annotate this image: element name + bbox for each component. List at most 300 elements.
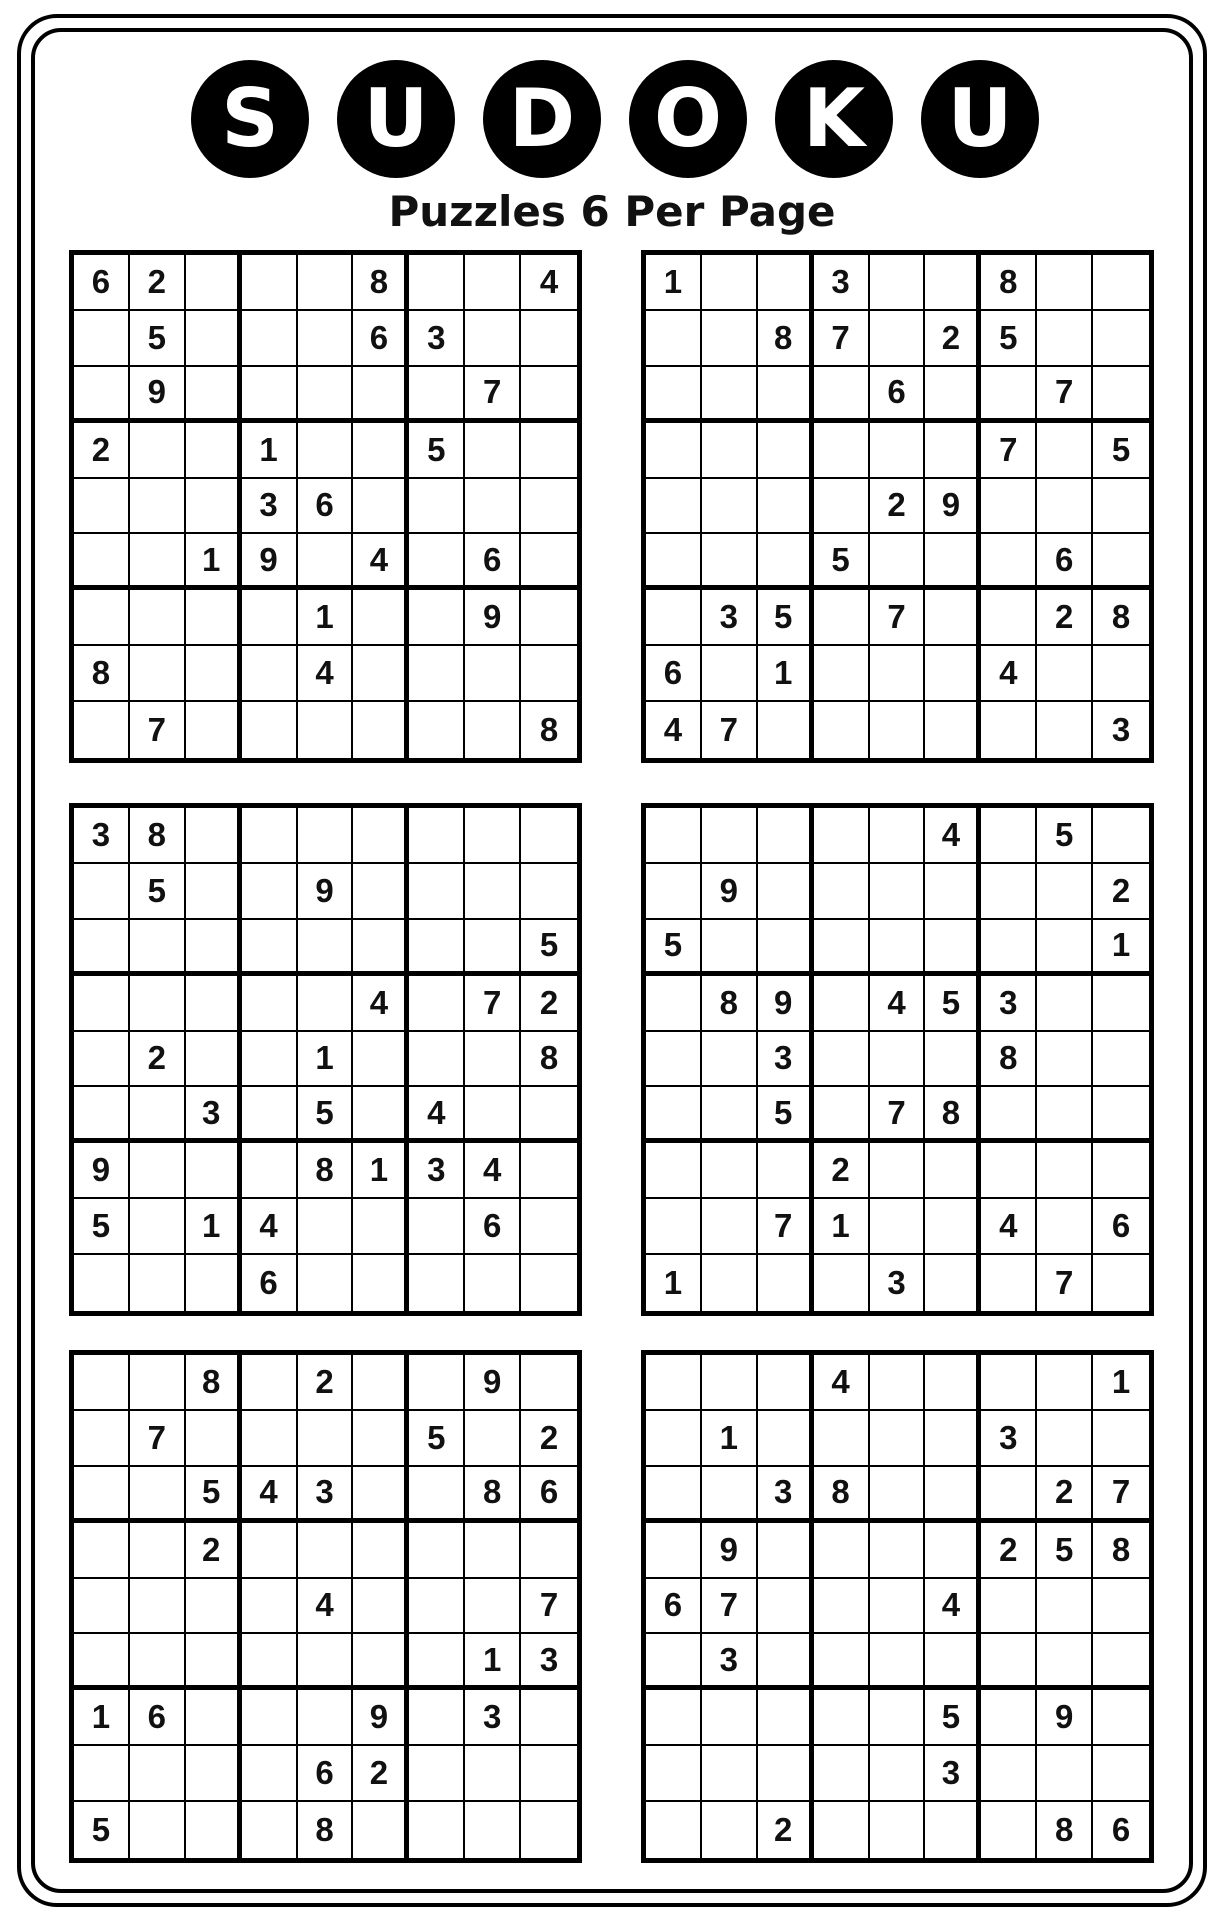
sudoku-cell	[1093, 479, 1149, 535]
sudoku-cell: 8	[981, 255, 1037, 311]
sudoku-cell	[521, 1087, 577, 1143]
sudoku-cell: 9	[465, 1355, 521, 1411]
sudoku-cell: 1	[702, 1411, 758, 1467]
sudoku-cell: 3	[702, 1634, 758, 1690]
sudoku-cell	[409, 1579, 465, 1635]
sudoku-cell: 7	[981, 423, 1037, 479]
sudoku-cell: 2	[814, 1143, 870, 1199]
sudoku-cell: 4	[981, 646, 1037, 702]
sudoku-cell	[981, 1087, 1037, 1143]
sudoku-cell	[186, 311, 242, 367]
sudoku-cell	[702, 534, 758, 590]
sudoku-cell: 1	[646, 255, 702, 311]
sudoku-cell	[186, 1032, 242, 1088]
sudoku-grid-6	[641, 1350, 1154, 1863]
sudoku-cell	[925, 590, 981, 646]
sudoku-cell: 9	[242, 534, 298, 590]
sudoku-cell	[298, 367, 354, 423]
sudoku-cell: 2	[130, 1032, 186, 1088]
sudoku-cell: 8	[186, 1355, 242, 1411]
sudoku-cell	[186, 423, 242, 479]
sudoku-cell: 5	[925, 1690, 981, 1746]
sudoku-cell	[646, 1802, 702, 1858]
sudoku-cell	[353, 864, 409, 920]
sudoku-cell	[242, 1032, 298, 1088]
sudoku-cell	[521, 1523, 577, 1579]
sudoku-cell: 8	[298, 1802, 354, 1858]
sudoku-cell	[409, 920, 465, 976]
sudoku-cell	[353, 920, 409, 976]
sudoku-cell	[814, 423, 870, 479]
sudoku-cell	[870, 1032, 926, 1088]
sudoku-cell	[758, 1523, 814, 1579]
sudoku-cell	[1037, 1143, 1093, 1199]
sudoku-cell: 5	[130, 311, 186, 367]
sudoku-cell	[409, 646, 465, 702]
sudoku-cell	[353, 1255, 409, 1311]
sudoku-cell: 7	[1037, 367, 1093, 423]
sudoku-cell	[646, 1467, 702, 1523]
sudoku-cell: 8	[74, 646, 130, 702]
sudoku-cell: 9	[758, 976, 814, 1032]
sudoku-cell	[242, 808, 298, 864]
sudoku-cell	[1093, 255, 1149, 311]
sudoku-cell	[242, 646, 298, 702]
sudoku-cell: 7	[870, 590, 926, 646]
sudoku-cell	[646, 1355, 702, 1411]
sudoku-cell	[1037, 1746, 1093, 1802]
sudoku-cell: 1	[1093, 920, 1149, 976]
sudoku-cell: 3	[298, 1467, 354, 1523]
sudoku-cell	[646, 1523, 702, 1579]
sudoku-cell	[1037, 423, 1093, 479]
sudoku-cell	[130, 976, 186, 1032]
sudoku-cell	[1093, 1143, 1149, 1199]
sudoku-cell: 4	[925, 808, 981, 864]
sudoku-cell	[1093, 367, 1149, 423]
sudoku-cell	[814, 590, 870, 646]
sudoku-cell: 3	[409, 311, 465, 367]
sudoku-cell	[298, 1199, 354, 1255]
sudoku-cell	[130, 1746, 186, 1802]
sudoku-cell	[1037, 479, 1093, 535]
sudoku-cell	[130, 1199, 186, 1255]
sudoku-cell	[758, 1143, 814, 1199]
sudoku-cell	[870, 646, 926, 702]
sudoku-cell	[298, 1255, 354, 1311]
sudoku-cell: 6	[1111, 1811, 1131, 1849]
sudoku-cell	[521, 1255, 577, 1311]
sudoku-cell	[521, 590, 577, 646]
sudoku-cell	[702, 1255, 758, 1311]
sudoku-cell	[353, 702, 409, 758]
page-subtitle: Puzzles 6 Per Page	[388, 187, 836, 236]
sudoku-cell	[870, 1523, 926, 1579]
sudoku-cell: 7	[465, 976, 521, 1032]
sudoku-cell	[186, 702, 242, 758]
sudoku-cell	[646, 1143, 702, 1199]
sudoku-cell	[298, 702, 354, 758]
sudoku-cell	[814, 976, 870, 1032]
sudoku-cell: 1	[242, 423, 298, 479]
sudoku-cell	[702, 1746, 758, 1802]
sudoku-cell: 4	[298, 1579, 354, 1635]
sudoku-cell	[925, 1199, 981, 1255]
sudoku-cell	[925, 1634, 981, 1690]
sudoku-cell	[814, 1802, 870, 1858]
sudoku-cell	[74, 1087, 130, 1143]
sudoku-cell: 7	[1093, 1467, 1149, 1523]
sudoku-cell	[981, 534, 1037, 590]
sudoku-cell	[870, 1411, 926, 1467]
sudoku-cell	[74, 702, 130, 758]
sudoku-cell	[409, 534, 465, 590]
sudoku-cell	[242, 590, 298, 646]
sudoku-cell: 6	[870, 367, 926, 423]
sudoku-cell	[409, 367, 465, 423]
sudoku-cell	[814, 1579, 870, 1635]
sudoku-cell: 3	[814, 255, 870, 311]
sudoku-cell	[465, 920, 521, 976]
sudoku-cell	[814, 702, 870, 758]
sudoku-cell	[521, 367, 577, 423]
sudoku-cell	[702, 1199, 758, 1255]
sudoku-cell	[981, 1634, 1037, 1690]
sudoku-cell	[521, 311, 577, 367]
sudoku-cell: 2	[758, 1802, 814, 1858]
sudoku-cell	[1037, 920, 1093, 976]
sudoku-cell	[465, 311, 521, 367]
sudoku-cell	[74, 1032, 130, 1088]
sudoku-cell: 6	[130, 1690, 186, 1746]
sudoku-cell	[74, 1255, 130, 1311]
sudoku-cell: 4	[870, 976, 926, 1032]
sudoku-cell: 4	[242, 1467, 298, 1523]
sudoku-cell: 1	[814, 1199, 870, 1255]
sudoku-cell	[702, 479, 758, 535]
sudoku-cell: 5	[130, 864, 186, 920]
sudoku-cell: 7	[465, 367, 521, 423]
sudoku-cell: 8	[465, 1467, 521, 1523]
sudoku-cell	[242, 255, 298, 311]
sudoku-cell: 8	[1093, 590, 1149, 646]
sudoku-cell: 3	[74, 808, 130, 864]
sudoku-cell	[353, 590, 409, 646]
title-letter: U	[337, 60, 455, 178]
sudoku-cell: 5	[186, 1467, 242, 1523]
sudoku-cell: 9	[1037, 1690, 1093, 1746]
sudoku-cell: 7	[702, 1579, 758, 1635]
sudoku-cell: 3	[409, 1143, 465, 1199]
sudoku-cell: 5	[925, 976, 981, 1032]
sudoku-cell	[758, 423, 814, 479]
title-letter: U	[921, 60, 1039, 178]
sudoku-cell	[74, 479, 130, 535]
sudoku-cell	[353, 1467, 409, 1523]
title-letter: K	[775, 60, 893, 178]
title-letter: O	[629, 60, 747, 178]
sudoku-cell	[465, 702, 521, 758]
sudoku-cell	[1037, 1411, 1093, 1467]
sudoku-cell	[130, 479, 186, 535]
sudoku-cell	[870, 920, 926, 976]
sudoku-cell	[298, 423, 354, 479]
sudoku-cell	[814, 1087, 870, 1143]
sudoku-cell: 8	[353, 255, 409, 311]
sudoku-cell	[242, 702, 298, 758]
sudoku-cell	[870, 808, 926, 864]
sudoku-cell	[521, 1802, 577, 1858]
sudoku-cell: 7	[1037, 1255, 1093, 1311]
sudoku-cell	[521, 1355, 577, 1411]
sudoku-cell: 7	[702, 702, 758, 758]
sudoku-cell	[465, 255, 521, 311]
sudoku-cell: 3	[925, 1746, 981, 1802]
sudoku-cell: 3	[702, 590, 758, 646]
sudoku-cell	[409, 479, 465, 535]
sudoku-grid-4	[641, 803, 1154, 1316]
sudoku-cell	[298, 808, 354, 864]
sudoku-cell	[186, 1579, 242, 1635]
sudoku-cell	[870, 864, 926, 920]
sudoku-cell	[814, 864, 870, 920]
sudoku-cell	[242, 1143, 298, 1199]
sudoku-cell	[298, 1411, 354, 1467]
sudoku-cell	[1037, 1355, 1093, 1411]
sudoku-cell	[186, 808, 242, 864]
sudoku-cell	[925, 423, 981, 479]
sudoku-title	[0, 60, 1224, 180]
sudoku-cell	[74, 864, 130, 920]
sudoku-cell	[1093, 1255, 1149, 1311]
sudoku-cell	[758, 1690, 814, 1746]
sudoku-cell	[646, 479, 702, 535]
sudoku-cell: 7	[758, 1199, 814, 1255]
sudoku-cell: 5	[1037, 808, 1093, 864]
sudoku-cell: 3	[1111, 711, 1131, 749]
sudoku-cell	[1093, 1032, 1149, 1088]
sudoku-cell	[298, 976, 354, 1032]
sudoku-cell	[130, 1802, 186, 1858]
sudoku-cell: 5	[981, 311, 1037, 367]
sudoku-cell: 3	[521, 1634, 577, 1690]
sudoku-cell	[353, 1355, 409, 1411]
sudoku-cell: 4	[814, 1355, 870, 1411]
sudoku-cell	[353, 1032, 409, 1088]
sudoku-cell	[521, 1746, 577, 1802]
sudoku-cell	[74, 311, 130, 367]
sudoku-cell	[925, 1411, 981, 1467]
sudoku-cell	[74, 1634, 130, 1690]
sudoku-cell	[521, 534, 577, 590]
sudoku-cell	[242, 1579, 298, 1635]
sudoku-cell: 4	[409, 1087, 465, 1143]
sudoku-cell	[242, 1690, 298, 1746]
sudoku-cell: 6	[646, 1579, 702, 1635]
sudoku-cell	[702, 1467, 758, 1523]
sudoku-cell: 5	[409, 1411, 465, 1467]
sudoku-cell: 5	[758, 590, 814, 646]
sudoku-cell	[925, 1032, 981, 1088]
sudoku-cell	[130, 1355, 186, 1411]
sudoku-cell	[186, 976, 242, 1032]
sudoku-cell	[465, 423, 521, 479]
sudoku-cell: 6	[521, 1467, 577, 1523]
sudoku-cell	[353, 646, 409, 702]
sudoku-cell	[242, 1746, 298, 1802]
sudoku-cell	[925, 1467, 981, 1523]
sudoku-cell: 2	[298, 1355, 354, 1411]
sudoku-cell: 8	[539, 711, 559, 749]
sudoku-cell	[981, 1355, 1037, 1411]
sudoku-cell: 2	[870, 479, 926, 535]
sudoku-cell	[186, 479, 242, 535]
sudoku-cell: 2	[521, 1411, 577, 1467]
sudoku-cell	[981, 1802, 1037, 1858]
sudoku-cell	[521, 864, 577, 920]
sudoku-cell	[702, 1032, 758, 1088]
sudoku-cell	[242, 1802, 298, 1858]
sudoku-cell	[1037, 702, 1093, 758]
sudoku-cell: 1	[1093, 1355, 1149, 1411]
sudoku-cell	[981, 1746, 1037, 1802]
sudoku-cell	[981, 1255, 1037, 1311]
sudoku-cell: 7	[130, 1411, 186, 1467]
sudoku-cell: 1	[646, 1255, 702, 1311]
sudoku-cell	[1093, 808, 1149, 864]
sudoku-cell	[465, 646, 521, 702]
sudoku-cell: 1	[186, 1199, 242, 1255]
sudoku-cell: 5	[74, 1802, 130, 1858]
sudoku-cell	[242, 1634, 298, 1690]
sudoku-cell	[758, 255, 814, 311]
sudoku-cell	[409, 1802, 465, 1858]
sudoku-cell	[814, 1411, 870, 1467]
sudoku-cell: 6	[1037, 534, 1093, 590]
sudoku-cell	[298, 1690, 354, 1746]
sudoku-cell	[130, 1255, 186, 1311]
sudoku-cell	[1037, 976, 1093, 1032]
sudoku-cell	[74, 976, 130, 1032]
sudoku-cell	[186, 920, 242, 976]
sudoku-cell	[1093, 1634, 1149, 1690]
sudoku-cell	[925, 646, 981, 702]
sudoku-cell	[981, 367, 1037, 423]
sudoku-cell	[74, 367, 130, 423]
sudoku-cell	[981, 808, 1037, 864]
sudoku-cell	[186, 1411, 242, 1467]
sudoku-cell	[1093, 311, 1149, 367]
sudoku-cell: 4	[298, 646, 354, 702]
sudoku-cell: 2	[1093, 864, 1149, 920]
sudoku-cell	[870, 1143, 926, 1199]
sudoku-cell	[521, 423, 577, 479]
sudoku-cell	[1037, 864, 1093, 920]
sudoku-cell	[758, 1355, 814, 1411]
sudoku-cell	[186, 1634, 242, 1690]
sudoku-cell	[758, 920, 814, 976]
sudoku-cell: 5	[1037, 1523, 1093, 1579]
sudoku-cell: 5	[74, 1199, 130, 1255]
sudoku-cell: 6	[242, 1255, 298, 1311]
sudoku-cell: 2	[130, 255, 186, 311]
sudoku-cell: 8	[1037, 1802, 1093, 1858]
sudoku-cell	[1037, 1634, 1093, 1690]
sudoku-cell	[758, 1746, 814, 1802]
sudoku-cell: 6	[298, 1746, 354, 1802]
sudoku-cell	[814, 646, 870, 702]
sudoku-cell	[1037, 1579, 1093, 1635]
sudoku-cell: 1	[465, 1634, 521, 1690]
sudoku-cell	[702, 646, 758, 702]
sudoku-cell	[298, 534, 354, 590]
sudoku-cell	[74, 1467, 130, 1523]
sudoku-cell: 1	[186, 534, 242, 590]
sudoku-cell: 9	[74, 1143, 130, 1199]
sudoku-cell	[981, 702, 1037, 758]
sudoku-cell	[465, 1087, 521, 1143]
sudoku-cell: 2	[981, 1523, 1037, 1579]
sudoku-cell	[74, 1355, 130, 1411]
sudoku-cell	[758, 1411, 814, 1467]
sudoku-cell: 5	[298, 1087, 354, 1143]
sudoku-cell	[353, 1199, 409, 1255]
sudoku-cell	[758, 808, 814, 864]
sudoku-cell	[242, 1355, 298, 1411]
sudoku-cell	[74, 1523, 130, 1579]
sudoku-cell	[646, 367, 702, 423]
sudoku-cell	[925, 255, 981, 311]
sudoku-cell	[646, 423, 702, 479]
sudoku-cell	[981, 479, 1037, 535]
sudoku-cell	[925, 534, 981, 590]
sudoku-cell	[870, 1199, 926, 1255]
sudoku-cell	[870, 534, 926, 590]
sudoku-cell	[1093, 976, 1149, 1032]
sudoku-cell	[646, 534, 702, 590]
sudoku-cell	[981, 1579, 1037, 1635]
sudoku-cell	[925, 367, 981, 423]
sudoku-cell: 1	[353, 1143, 409, 1199]
sudoku-cell: 3	[981, 1411, 1037, 1467]
sudoku-cell	[646, 1199, 702, 1255]
sudoku-cell	[186, 1143, 242, 1199]
sudoku-cell: 8	[1093, 1523, 1149, 1579]
sudoku-cell	[925, 1143, 981, 1199]
sudoku-cell: 9	[702, 1523, 758, 1579]
sudoku-cell: 5	[409, 423, 465, 479]
sudoku-cell	[409, 1690, 465, 1746]
sudoku-cell	[74, 590, 130, 646]
sudoku-cell: 6	[353, 311, 409, 367]
sudoku-cell: 6	[465, 1199, 521, 1255]
sudoku-cell	[702, 1802, 758, 1858]
sudoku-cell	[186, 1746, 242, 1802]
sudoku-cell	[814, 367, 870, 423]
sudoku-cell: 3	[870, 1255, 926, 1311]
sudoku-cell	[981, 920, 1037, 976]
sudoku-cell	[870, 423, 926, 479]
sudoku-cell	[1037, 255, 1093, 311]
sudoku-cell	[870, 1634, 926, 1690]
sudoku-cell: 1	[758, 646, 814, 702]
sudoku-cell	[353, 1411, 409, 1467]
sudoku-cell	[870, 1467, 926, 1523]
sudoku-cell	[1093, 1579, 1149, 1635]
sudoku-cell: 1	[298, 1032, 354, 1088]
sudoku-cell	[130, 1087, 186, 1143]
sudoku-cell	[646, 864, 702, 920]
